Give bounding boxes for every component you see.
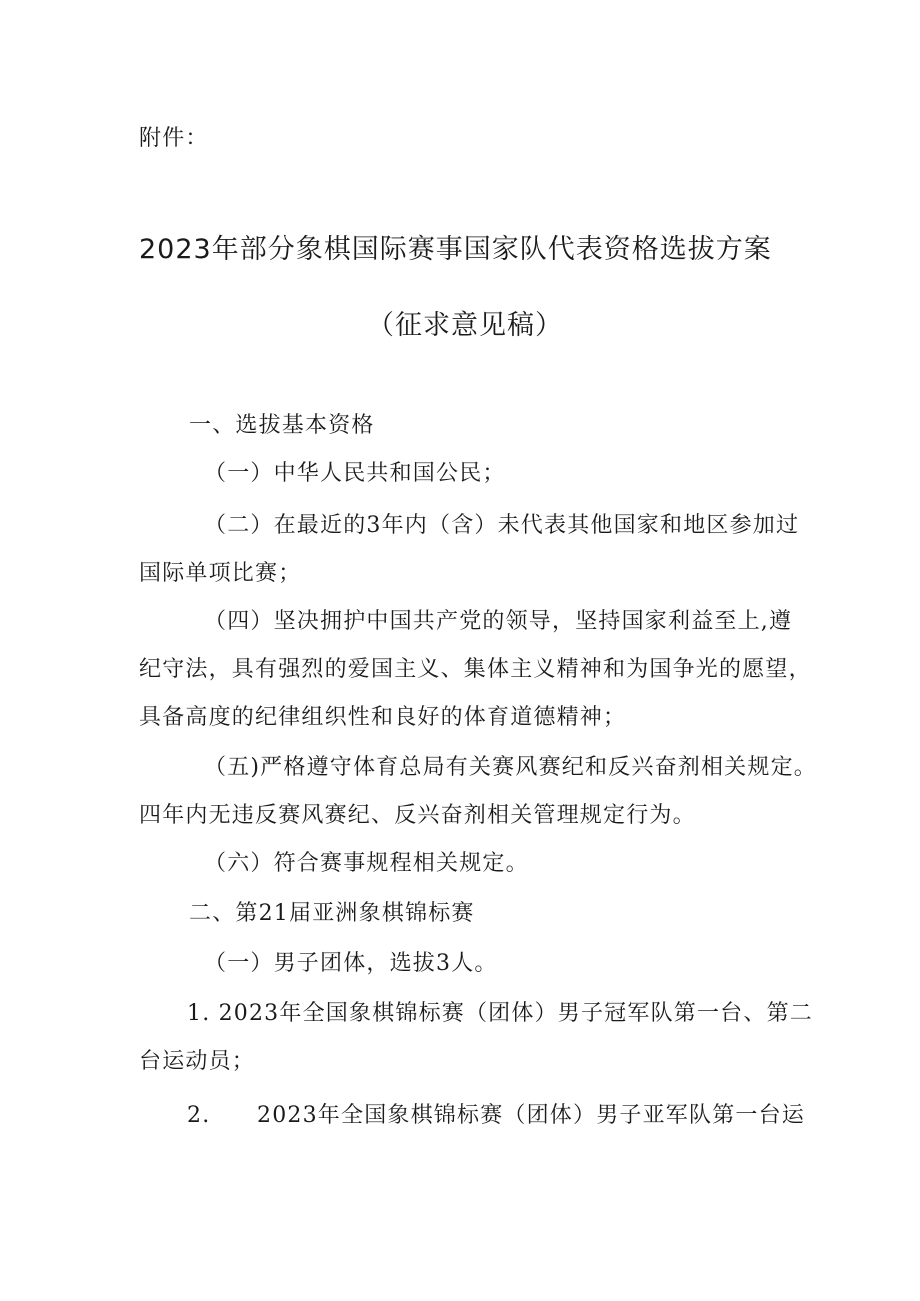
document-title: 2023年部分象棋国际赛事国家队代表资格选拔方案 [139,234,772,265]
section-1-item-6: （六）符合赛事规程相关规定。 [204,851,529,876]
section-2-subsection-1: （一）男子团体，选拔3人。 [204,951,498,976]
section-2-point-1-line-2: 台运动员； [139,1049,256,1074]
attachment-label: 附件： [139,126,209,151]
section-1-heading: 一、选拔基本资格 [189,413,375,438]
section-1-item-4-line-3: 具备高度的纪律组织性和良好的体育道德精神； [139,705,627,730]
section-2-point-2-number: 2. [187,1103,211,1128]
section-1-item-2-line-2: 国际单项比赛； [139,561,302,586]
section-1-item-1: （一）中华人民共和国公民； [204,461,506,486]
section-1-item-4-line-2: 纪守法，具有强烈的爱国主义、集体主义精神和为国争光的愿望， [139,657,812,682]
section-1-item-4-line-1: （四）坚决拥护中国共产党的领导，坚持国家利益至上,遵 [204,609,793,634]
section-1-item-2-line-1: （二）在最近的3年内（含）未代表其他国家和地区参加过 [204,513,800,538]
section-1-item-5-line-1: （五)严格遵守体育总局有关赛风赛纪和反兴奋剂相关规定。 [204,755,817,780]
document-subtitle: （征求意见稿） [367,310,563,341]
section-2-point-1-line-1: 1. 2023年全国象棋锦标赛（团体）男子冠军队第一台、第二 [187,1001,813,1026]
section-1-item-5-line-2: 四年内无违反赛风赛纪、反兴奋剂相关管理规定行为。 [139,803,696,828]
section-2-point-2-text: 2023年全国象棋锦标赛（团体）男子亚军队第一台运 [257,1103,805,1128]
section-2-heading: 二、第21届亚洲象棋锦标赛 [189,901,475,926]
